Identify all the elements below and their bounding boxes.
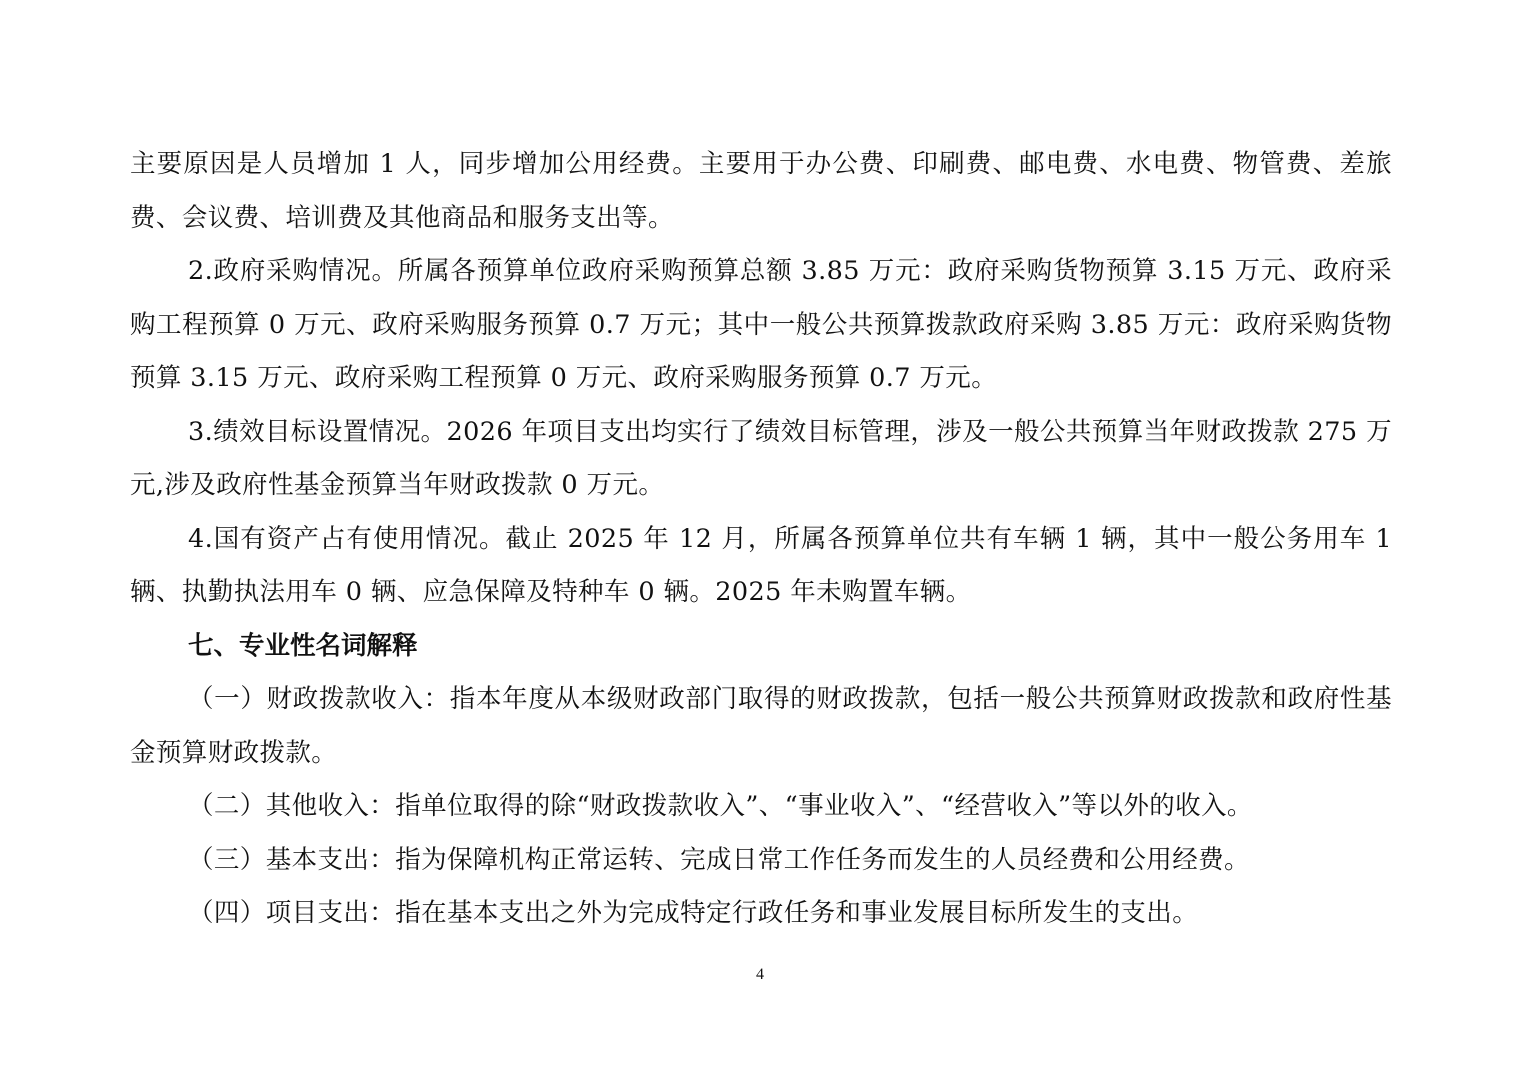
- paragraph-performance-targets: 3.绩效目标设置情况。2026 年项目支出均实行了绩效目标管理，涉及一般公共预算当年财政拨款 275 万元,涉及政府性基金预算当年财政拨款 0 万元。: [130, 416, 1392, 500]
- definition-fiscal-appropriation-income: （一）财政拨款收入：指本年度从本级财政部门取得的财政拨款，包括一般公共预算财政拨款和政府性基金预算财政拨款。: [130, 684, 1392, 768]
- definition-other-income: （二）其他收入：指单位取得的除“财政拨款收入”、“事业收入”、“经营收入”等以外的收入。: [188, 791, 1253, 821]
- paragraph-state-assets: 4.国有资产占有使用情况。截止 2025 年 12 月，所属各预算单位共有车辆 1 辆，其中一般公务用车 1 辆、执勤执法用车 0 辆、应急保障及特种车 0 辆。2025 年未购置车辆。: [130, 523, 1392, 607]
- definition-basic-expenditure: （三）基本支出：指为保障机构正常运转、完成日常工作任务而发生的人员经费和公用经费。: [188, 844, 1250, 875]
- page-number: 4: [756, 966, 764, 983]
- paragraph-public-funds-reason: 主要原因是人员增加 1 人，同步增加公用经费。主要用于办公费、印刷费、邮电费、水电费、物管费、差旅费、会议费、培训费及其他商品和服务支出等。: [130, 149, 1392, 233]
- section-heading-terminology: 七、专业性名词解释: [188, 630, 418, 661]
- document-body: [130, 138, 1392, 941]
- definition-project-expenditure: （四）项目支出：指在基本支出之外为完成特定行政任务和事业发展目标所发生的支出。: [188, 898, 1199, 928]
- paragraph-government-procurement: 2.政府采购情况。所属各预算单位政府采购预算总额 3.85 万元：政府采购货物预算 3.15 万元、政府采购工程预算 0 万元、政府采购服务预算 0.7 万元；其中一般公共预算拨款政府采购 3.85 万元：政府采购货物预算 3.15 万元、政府采购工程预算 0 万元、政府采购服务预算 0.7 万元。: [130, 256, 1392, 393]
